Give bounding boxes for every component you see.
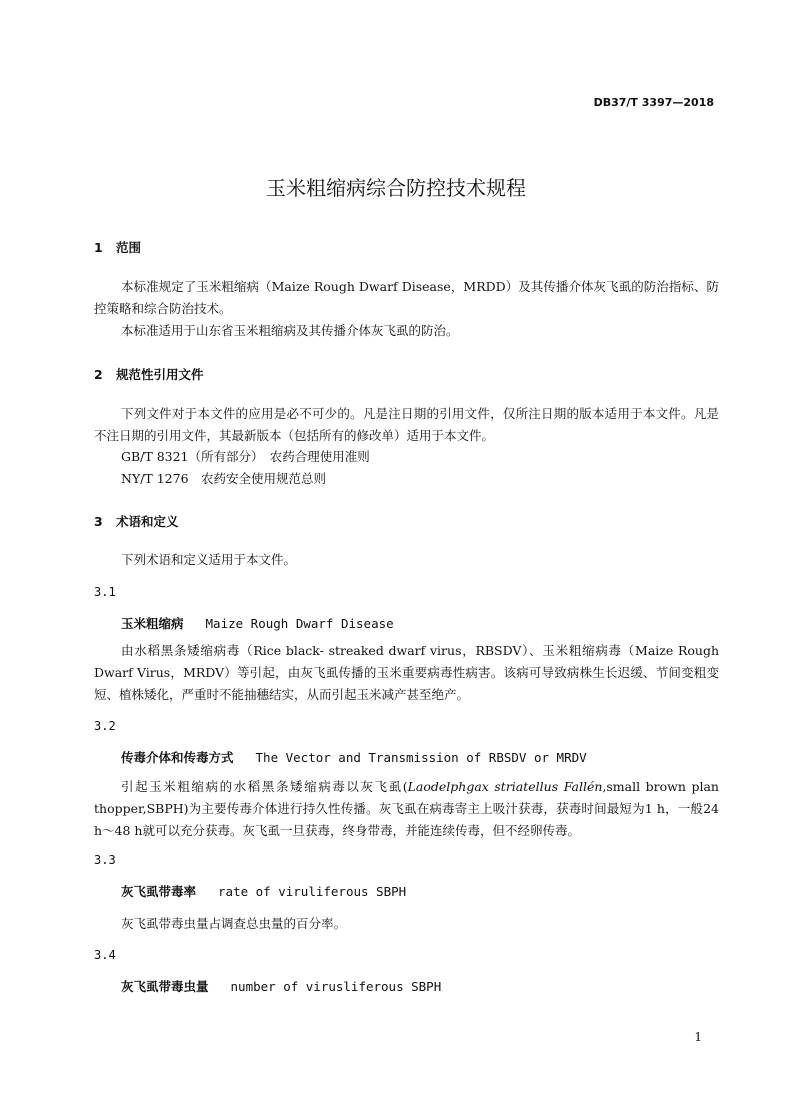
- section-1-heading: [94, 238, 141, 256]
- term-chinese: 灰飞虱带毒率: [121, 884, 197, 899]
- term-number: 3.2: [94, 719, 116, 733]
- section-number: 3: [94, 514, 103, 529]
- term-chinese: 玉米粗缩病: [121, 616, 184, 631]
- term-3-3-heading: [121, 882, 406, 900]
- document-title: 玉米粗缩病综合防控技术规程: [266, 176, 526, 200]
- term-english: Maize Rough Dwarf Disease: [205, 616, 394, 631]
- page-number: 1: [694, 1030, 702, 1044]
- section-2-paragraph-1: 下列文件对于本文件的应用是必不可少的。凡是注日期的引用文件，仅所注日期的版本适用于本文件。凡是不注日期的引用文件，其最新版本（包括所有的修改单）适用于本文件。: [94, 406, 719, 443]
- term-number: 3.3: [94, 853, 116, 867]
- term-3-2-definition: [94, 776, 719, 842]
- term-english: rate of viruliferous SBPH: [218, 884, 407, 899]
- term-3-3-definition: 灰飞虱带毒虫量占调查总虫量的百分率。: [121, 916, 347, 931]
- section-title: 术语和定义: [116, 514, 179, 529]
- section-3-intro: 下列术语和定义适用于本文件。: [121, 552, 297, 567]
- definition-text: ,small brown plan thopper,SBPH)为主要传毒介体进行持久性传播。灰飞虱在病毒寄主上吸汁获毒，获毒时间最短为1 h，一般24 h～48 h就可以充分获毒。灰飞虱一旦获毒，终身带毒，并能连续传毒，但不经卵传毒。: [94, 779, 719, 838]
- term-number: 3.4: [94, 948, 116, 962]
- term-chinese: 传毒介体和传毒方式: [121, 750, 234, 765]
- term-chinese: 灰飞虱带毒虫量: [121, 979, 209, 994]
- section-title: 范围: [116, 240, 142, 255]
- reference-gb-t-8321: GB/T 8321（所有部分） 农药合理使用准则: [121, 449, 370, 464]
- section-2-heading: [94, 365, 204, 383]
- section-title: 规范性引用文件: [116, 367, 204, 382]
- section-3-heading: [94, 512, 179, 530]
- reference-ny-t-1276: NY/T 1276 农药安全使用规范总则: [121, 471, 327, 486]
- definition-text: 引起玉米粗缩病的水稻黑条矮缩病毒以灰飞虱(: [121, 779, 408, 794]
- term-3-2-heading: [121, 748, 587, 766]
- standard-number: DB37/T 3397—2018: [593, 96, 714, 109]
- species-name: Laodelphgax striatellus Fallén: [407, 779, 603, 794]
- term-3-4-heading: [121, 977, 441, 995]
- section-number: 1: [94, 240, 103, 255]
- section-1-paragraph-2: 本标准适用于山东省玉米粗缩病及其传播介体灰飞虱的防治。: [121, 323, 459, 338]
- term-number: 3.1: [94, 585, 116, 599]
- term-english: number of virusliferous SBPH: [230, 979, 442, 994]
- section-1-paragraph-1: 本标准规定了玉米粗缩病（Maize Rough Dwarf Disease，MRDD）及其传播介体灰飞虱的防治指标、防控策略和综合防治技术。: [94, 279, 719, 316]
- term-3-1-definition: 由水稻黑条矮缩病毒（Rice black- streaked dwarf virus，RBSDV）、玉米粗缩病毒（Maize Rough Dwarf Virus，MRDV）等引起，由灰飞虱传播的玉米重要病毒性病害。该病可导致病株生长迟缓、节间变粗变短、植株矮化，严重时不能抽穗结实，从而引起玉米减产甚至绝产。: [94, 643, 719, 702]
- term-english: The Vector and Transmission of RBSDV or MRDV: [255, 750, 587, 765]
- section-number: 2: [94, 367, 103, 382]
- term-3-1-heading: [121, 614, 394, 632]
